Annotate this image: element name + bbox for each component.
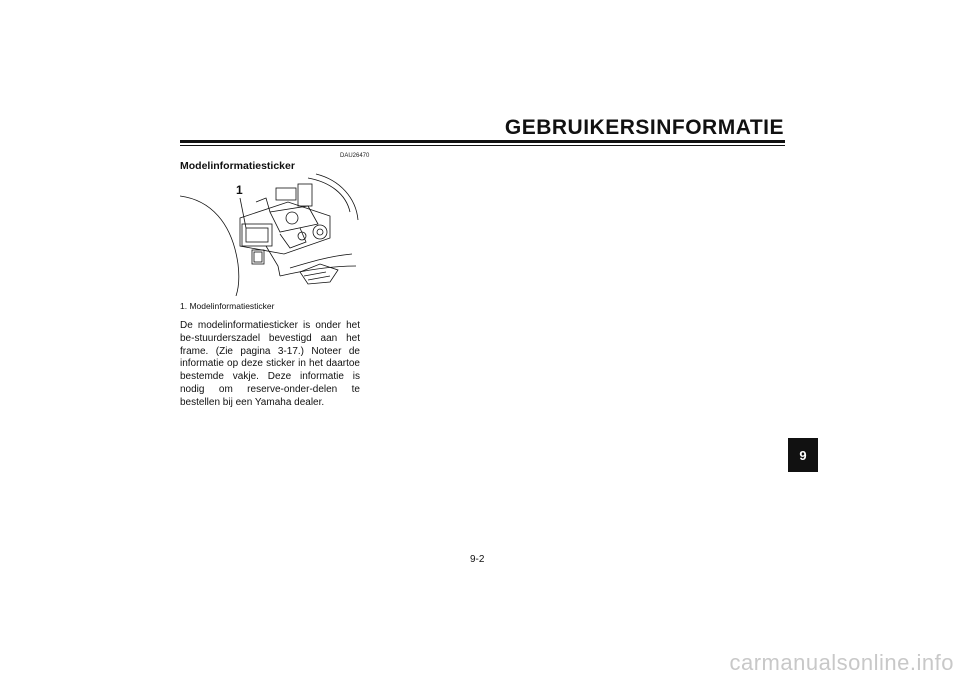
- motorcycle-figure: [180, 172, 360, 296]
- watermark: carmanualsonline.info: [729, 650, 954, 675]
- reference-code: DAU26470: [340, 153, 370, 159]
- chapter-tab-label: 9: [799, 447, 807, 463]
- chapter-tab: [788, 438, 818, 472]
- body-text: [180, 320, 360, 410]
- header-rule-thin: [180, 145, 785, 146]
- figure-caption: 1. Modelinformatiesticker: [180, 301, 275, 311]
- motorcycle-illustration: [180, 172, 360, 296]
- page-number: 9-2: [470, 554, 485, 565]
- header-rule: [180, 140, 785, 143]
- figure-callout: 1: [236, 183, 243, 197]
- body-paragraph: De modelinformatiesticker is onder het be-stuurderszadel bevestigd aan het frame. (Zie pagina 3-17.) Noteer de informatie op deze sticker in het daartoe bestemde vakje. Deze informatie is nodig om reserve-onder-delen te bestellen bij een Yamaha dealer.: [180, 320, 360, 408]
- section-title: Modelinformatiesticker: [180, 160, 295, 172]
- page-title: GEBRUIKERSINFORMATIE: [504, 116, 784, 139]
